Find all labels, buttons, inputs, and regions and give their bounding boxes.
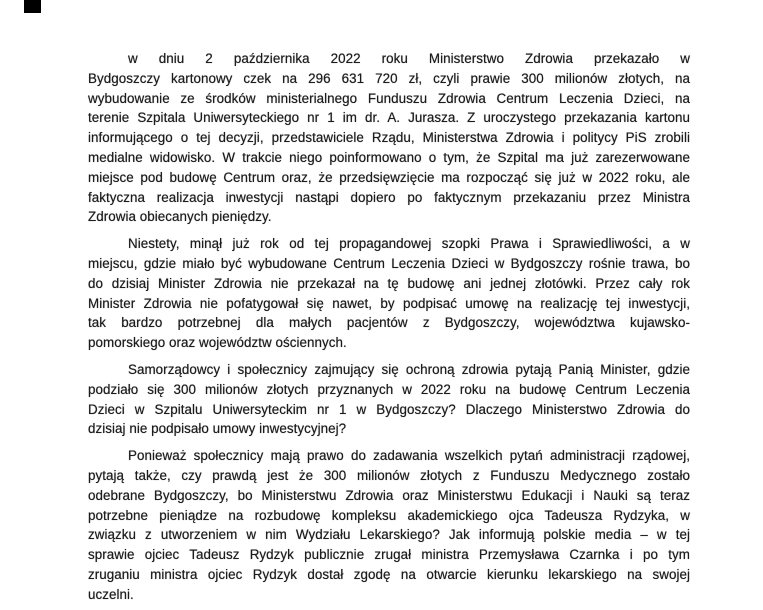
paragraph — [88, 446, 690, 604]
text-line: uczelni. — [88, 586, 134, 602]
text-line: pytają także, czy prawdą jest że 300 milionów złotych z Funduszu Medycznego zostało — [88, 467, 690, 483]
text-line: miejscu, gdzie miało być wybudowane Centrum Leczenia Dzieci w Bydgoszczy rośnie trawa, bo — [88, 255, 690, 271]
text-line: zruganiu ministra ojciec Rydzyk dostał zgodę na otwarcie kierunku lekarskiego na swojej — [88, 566, 690, 582]
text-line: miejsce pod budowę Centrum oraz, że przedsięwzięcie ma rozpocząć się już w 2022 roku, ale — [88, 169, 690, 185]
text-line: odebrane Bydgoszczy, bo Ministerstwu Zdrowia oraz Ministerstwu Edukacji i Nauki są teraz — [88, 487, 690, 503]
paragraph — [88, 49, 690, 227]
text-block — [88, 49, 690, 610]
text-line: Zdrowia obiecanych pieniędzy. — [88, 209, 272, 225]
text-line: informującego o tej decyzji, przedstawiciele Rządu, Ministerstwa Zdrowia i politycy PiS zrobili — [88, 130, 690, 146]
text-line: Bydgoszczy kartonowy czek na 296 631 720 zł, czyli prawie 300 milionów złotych, na — [88, 70, 690, 86]
text-line: związku z utworzeniem w nim Wydziału Lekarskiego? Jak informują polskie media – w tej — [88, 527, 690, 543]
text-line: tak bardzo potrzebnej dla małych pacjentów z Bydgoszczy, województwa kujawsko- — [88, 315, 690, 331]
paragraph — [88, 234, 690, 353]
text-line: dzisiaj nie podpisało umowy inwestycyjnej? — [88, 421, 347, 437]
text-line: podziało się 300 milionów złotych przyznanych w 2022 roku na budowę Centrum Leczenia — [88, 381, 690, 397]
text-line: w dniu 2 października 2022 roku Ministerstwo Zdrowia przekazało w — [128, 51, 690, 66]
text-line: Minister Zdrowia nie pofatygował się nawet, by podpisać umowę na realizację tej inwestycji, — [88, 295, 690, 311]
text-line: Dzieci w Szpitalu Uniwersyteckim nr 1 w Bydgoszczy? Dlaczego Ministerstwo Zdrowia do — [88, 401, 690, 417]
scan-artifact-mark — [24, 0, 41, 13]
text-line: Niestety, minął już rok od tej propagandowej szopki Prawa i Sprawiedliwości, a w — [128, 236, 690, 252]
text-line: do dzisiaj Minister Zdrowia nie przekazał na tę budowę ani jednej złotówki. Przez cały rok — [88, 275, 690, 291]
text-line: wybudowanie ze środków ministerialnego Funduszu Zdrowia Centrum Leczenia Dzieci, na — [88, 90, 690, 106]
text-line: terenie Szpitala Uniwersyteckiego nr 1 im dr. A. Jurasza. Z uroczystego przekazania kartonu — [88, 110, 690, 126]
text-line: medialne widowisko. W trakcie niego poinformowano o tym, że Szpital ma już zarezerwowane — [88, 149, 690, 165]
text-line: sprawie ojciec Tadeusz Rydzyk publicznie zrugał ministra Przemysława Czarnka i po tym — [88, 547, 690, 563]
text-line: Samorządowcy i społecznicy zajmujący się ochroną zdrowia pytają Panią Minister, gdzie — [128, 361, 690, 377]
text-line: Ponieważ społecznicy mają prawo do zadawania wszelkich pytań administracji rządowej, — [128, 448, 690, 464]
text-line: pomorskiego oraz województw ościennych. — [88, 335, 347, 351]
paragraph — [88, 360, 690, 439]
text-line: potrzebne pieniądze na rozbudowę kompleksu akademickiego ojca Tadeusza Rydzyka, w — [88, 507, 690, 523]
text-line: faktyczna realizacja inwestycji nastąpi dopiero po faktycznym przekazaniu przez Ministra — [88, 189, 690, 205]
